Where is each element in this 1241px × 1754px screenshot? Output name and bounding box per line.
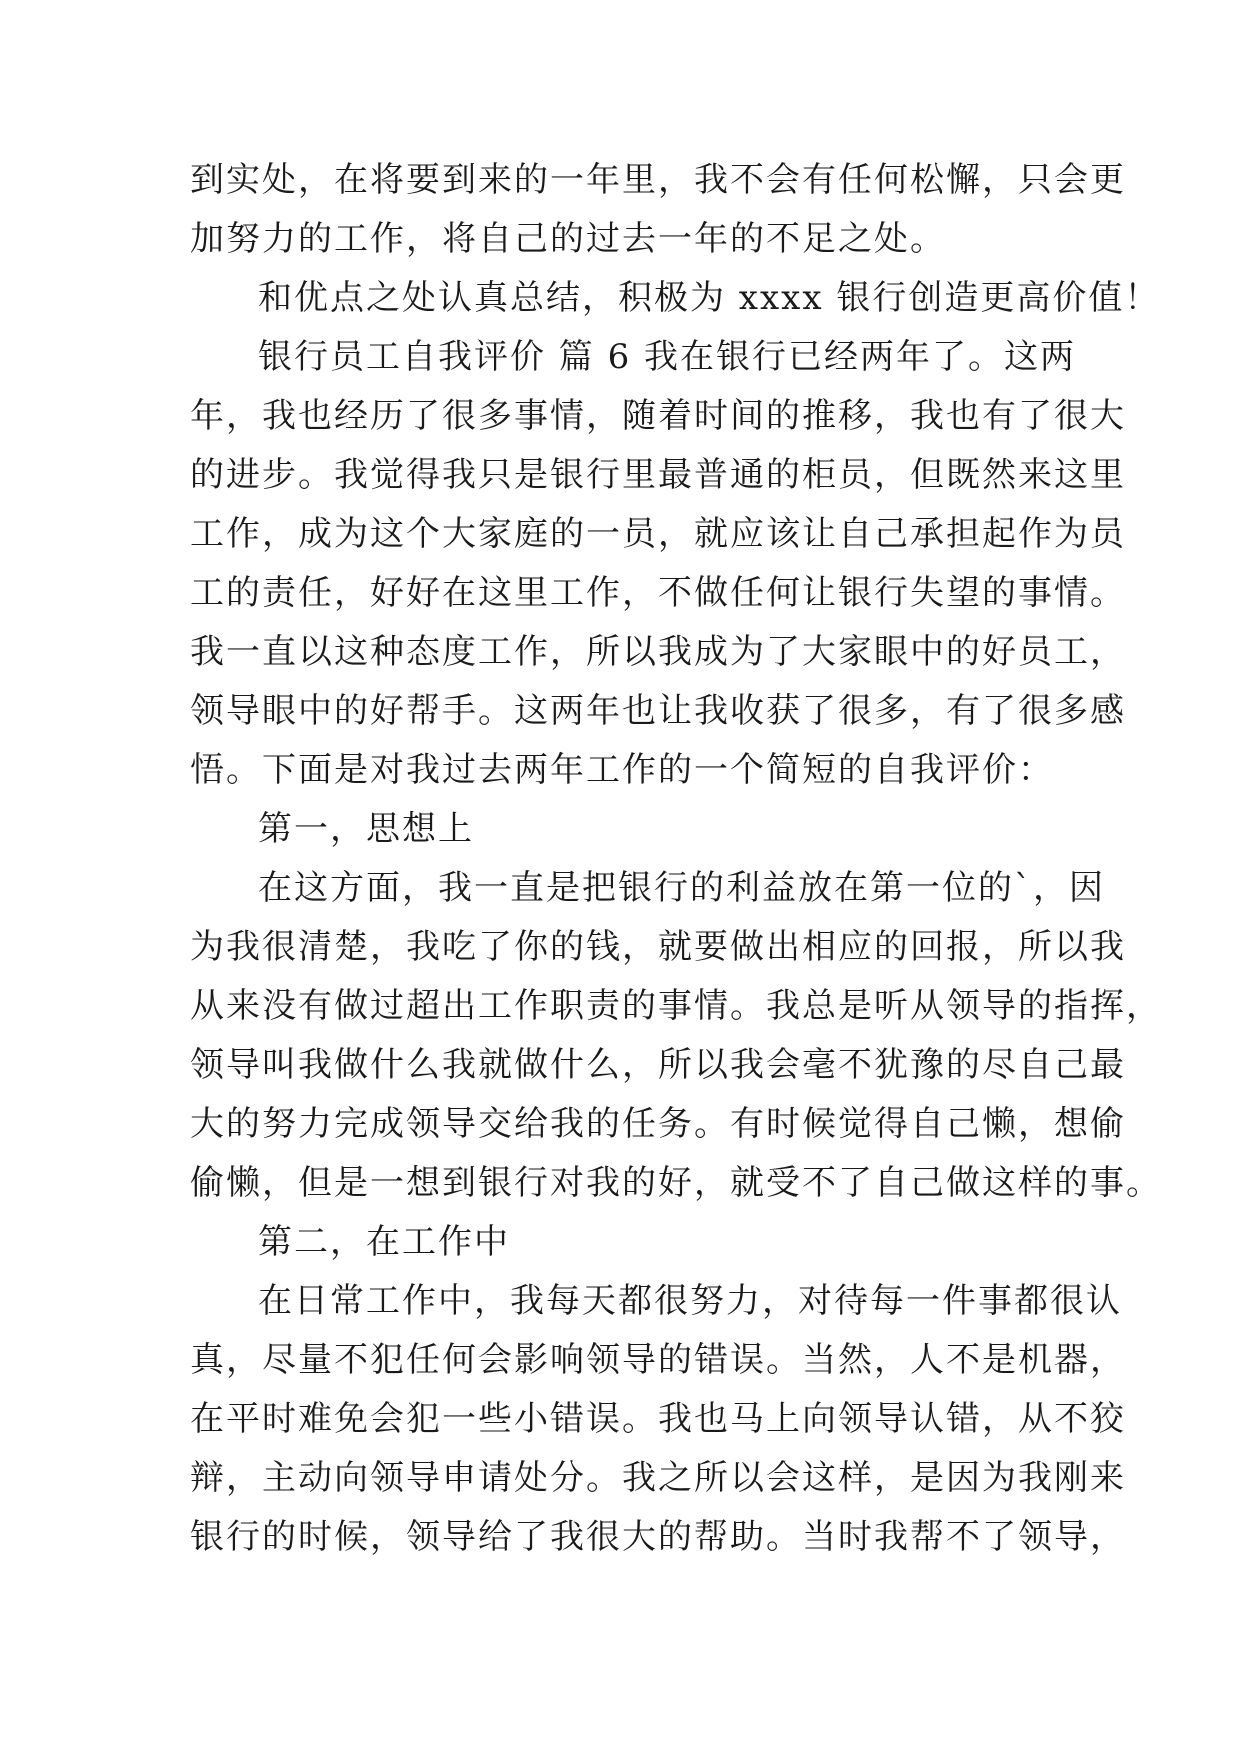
text-line: 在日常工作中，我每天都很努力，对待每一件事都很认 (258, 1281, 1122, 1321)
text-line: 工作，成为这个大家庭的一员，就应该让自己承担起作为员 (190, 514, 1126, 554)
text-line: 在平时难免会犯一些小错误。我也马上向领导认错，从不狡 (190, 1399, 1126, 1439)
text-line: 的进步。我觉得我只是银行里最普通的柜员，但既然来这里 (190, 455, 1126, 495)
subheading-work: 第二，在工作中 (258, 1222, 510, 1262)
text-line: 悟。下面是对我过去两年工作的一个简短的自我评价： (190, 750, 1054, 790)
text-line: 银行的时候，领导给了我很大的帮助。当时我帮不了领导， (190, 1517, 1126, 1557)
text-line: 和优点之处认真总结，积极为 xxxx 银行创造更高价值！ (258, 278, 1161, 318)
text-line: 年，我也经历了很多事情，随着时间的推移，我也有了很大 (190, 396, 1126, 436)
text-line: 工的责任，好好在这里工作，不做任何让银行失望的事情。 (190, 573, 1126, 613)
text-line: 为我很清楚，我吃了你的钱，就要做出相应的回报，所以我 (190, 927, 1126, 967)
text-line: 领导叫我做什么我就做什么，所以我会毫不犹豫的尽自己最 (190, 1045, 1126, 1085)
section-heading: 银行员工自我评价 篇 6 我在银行已经两年了。这两 (258, 337, 1077, 377)
text-line: 辩，主动向领导申请处分。我之所以会这样，是因为我刚来 (190, 1458, 1126, 1498)
text-line: 偷懒，但是一想到银行对我的好，就受不了自己做这样的事。 (190, 1163, 1162, 1203)
subheading-thought: 第一，思想上 (258, 809, 474, 849)
text-line: 真，尽量不犯任何会影响领导的错误。当然，人不是机器， (190, 1340, 1126, 1380)
text-line: 从来没有做过超出工作职责的事情。我总是听从领导的指挥， (190, 986, 1162, 1026)
text-line: 我一直以这种态度工作，所以我成为了大家眼中的好员工， (190, 632, 1126, 672)
text-line: 领导眼中的好帮手。这两年也让我收获了很多，有了很多感 (190, 691, 1126, 731)
text-line: 在这方面，我一直是把银行的利益放在第一位的`，因 (258, 868, 1105, 908)
text-line: 加努力的工作，将自己的过去一年的不足之处。 (190, 219, 946, 259)
text-line: 到实处，在将要到来的一年里，我不会有任何松懈，只会更 (190, 160, 1126, 200)
text-line: 大的努力完成领导交给我的任务。有时候觉得自己懒，想偷 (190, 1104, 1126, 1144)
